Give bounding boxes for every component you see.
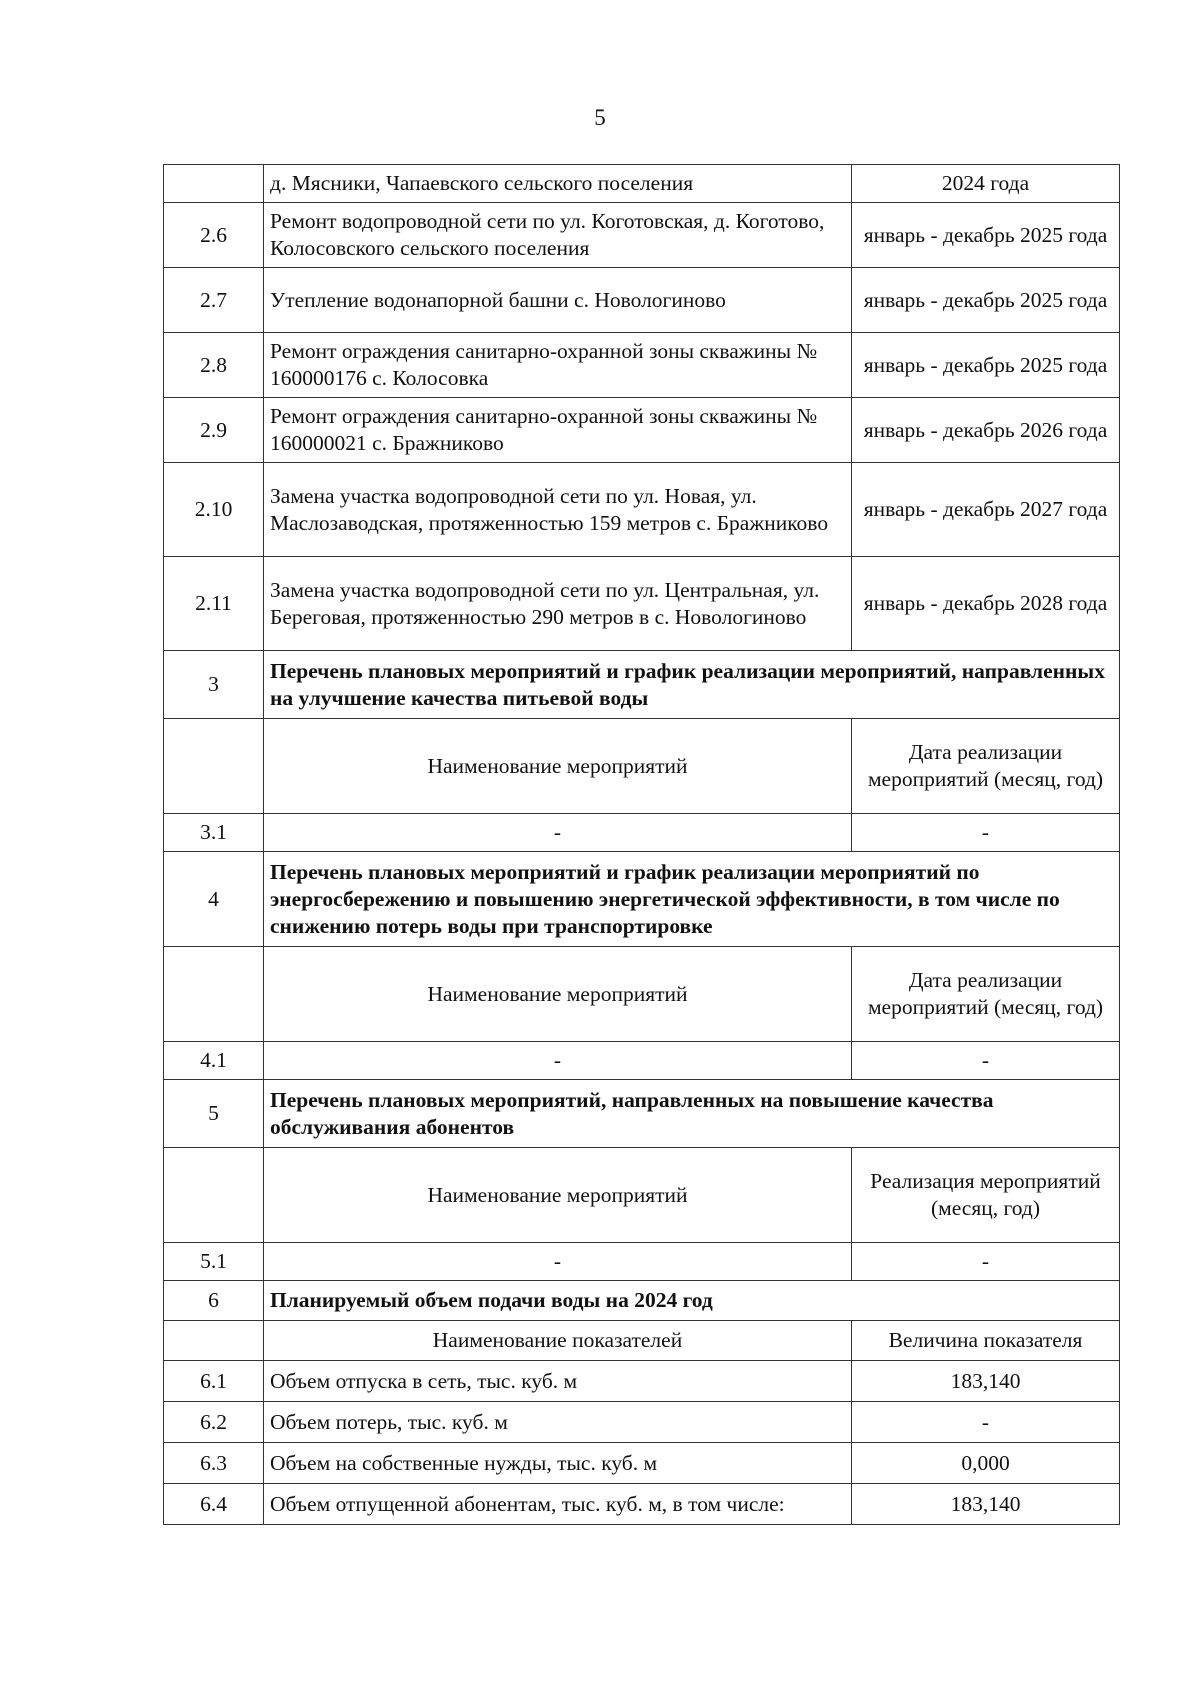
- row-date: январь - декабрь 2025 года: [852, 203, 1120, 268]
- row-name: Объем на собственные нужды, тыс. куб. м: [264, 1443, 852, 1484]
- table-row: [164, 1443, 1120, 1484]
- section-heading-row: [164, 852, 1120, 947]
- plan-table: [163, 164, 1120, 1525]
- section-heading-row: [164, 651, 1120, 719]
- table-row: [164, 165, 1120, 203]
- table-row: [164, 557, 1120, 651]
- section-title: Перечень плановых мероприятий и график реализации мероприятий, направленных на улучшение качества питьевой воды: [264, 651, 1120, 719]
- row-number: [164, 165, 264, 203]
- row-number: 2.7: [164, 268, 264, 333]
- row-name: Ремонт ограждения санитарно-охранной зоны скважины № 160000176 с. Колосовка: [264, 333, 852, 398]
- column-header-row: [164, 947, 1120, 1042]
- table-row: [164, 398, 1120, 463]
- column-header-row: [164, 719, 1120, 814]
- row-value: 0,000: [852, 1443, 1120, 1484]
- row-date: январь - декабрь 2025 года: [852, 268, 1120, 333]
- row-name: Замена участка водопроводной сети по ул. Новая, ул. Маслозаводская, протяженностью 159 метров с. Бражниково: [264, 463, 852, 557]
- row-name: -: [264, 1243, 852, 1281]
- row-number: 2.11: [164, 557, 264, 651]
- section-number: 5: [164, 1080, 264, 1148]
- column-header-date: Дата реализации мероприятий (месяц, год): [852, 947, 1120, 1042]
- section-number: 4: [164, 852, 264, 947]
- empty-cell: [164, 1148, 264, 1243]
- row-number: 6.2: [164, 1402, 264, 1443]
- section-heading-row: [164, 1080, 1120, 1148]
- row-date: -: [852, 1042, 1120, 1080]
- empty-cell: [164, 947, 264, 1042]
- section-title: Планируемый объем подачи воды на 2024 год: [264, 1281, 1120, 1321]
- row-date: -: [852, 1243, 1120, 1281]
- section-number: 6: [164, 1281, 264, 1321]
- row-number: 2.9: [164, 398, 264, 463]
- table-row: [164, 1243, 1120, 1281]
- row-number: 6.1: [164, 1361, 264, 1402]
- row-date: январь - декабрь 2028 года: [852, 557, 1120, 651]
- row-date: январь - декабрь 2025 года: [852, 333, 1120, 398]
- table-row: [164, 1402, 1120, 1443]
- row-number: 2.6: [164, 203, 264, 268]
- row-number: 4.1: [164, 1042, 264, 1080]
- row-value: 183,140: [852, 1484, 1120, 1525]
- empty-cell: [164, 1321, 264, 1361]
- row-date: январь - декабрь 2026 года: [852, 398, 1120, 463]
- row-name: д. Мясники, Чапаевского сельского поселения: [264, 165, 852, 203]
- row-number: 6.4: [164, 1484, 264, 1525]
- column-header-row: [164, 1321, 1120, 1361]
- row-name: -: [264, 1042, 852, 1080]
- table-row: [164, 268, 1120, 333]
- column-header-name: Наименование мероприятий: [264, 947, 852, 1042]
- section-number: 3: [164, 651, 264, 719]
- table-row: [164, 463, 1120, 557]
- column-header-date: Реализация мероприятий (месяц, год): [852, 1148, 1120, 1243]
- row-name: Объем отпуска в сеть, тыс. куб. м: [264, 1361, 852, 1402]
- row-value: -: [852, 1402, 1120, 1443]
- row-name: Замена участка водопроводной сети по ул. Центральная, ул. Береговая, протяженностью 290 метров в с. Новологиново: [264, 557, 852, 651]
- table-row: [164, 1042, 1120, 1080]
- row-number: 5.1: [164, 1243, 264, 1281]
- table-row: [164, 1484, 1120, 1525]
- row-number: 2.8: [164, 333, 264, 398]
- row-name: Ремонт ограждения санитарно-охранной зоны скважины № 160000021 с. Бражниково: [264, 398, 852, 463]
- table-row: [164, 814, 1120, 852]
- table-row: [164, 1361, 1120, 1402]
- row-date: -: [852, 814, 1120, 852]
- section-heading-row: [164, 1281, 1120, 1321]
- row-name: Ремонт водопроводной сети по ул. Коготовская, д. Коготово, Колосовского сельского поселения: [264, 203, 852, 268]
- column-header-name: Наименование мероприятий: [264, 1148, 852, 1243]
- row-date: январь - декабрь 2027 года: [852, 463, 1120, 557]
- row-date: 2024 года: [852, 165, 1120, 203]
- table-row: [164, 333, 1120, 398]
- section-title: Перечень плановых мероприятий и график реализации мероприятий по энергосбережению и повышению энергетической эффективности, в том числе по снижению потерь воды при транспортировке: [264, 852, 1120, 947]
- column-header-date: Дата реализации мероприятий (месяц, год): [852, 719, 1120, 814]
- row-name: -: [264, 814, 852, 852]
- section-title: Перечень плановых мероприятий, направленных на повышение качества обслуживания абонентов: [264, 1080, 1120, 1148]
- column-header-row: [164, 1148, 1120, 1243]
- row-number: 3.1: [164, 814, 264, 852]
- row-name: Утепление водонапорной башни с. Новологиново: [264, 268, 852, 333]
- row-name: Объем отпущенной абонентам, тыс. куб. м, в том числе:: [264, 1484, 852, 1525]
- column-header-name: Наименование показателей: [264, 1321, 852, 1361]
- row-name: Объем потерь, тыс. куб. м: [264, 1402, 852, 1443]
- empty-cell: [164, 719, 264, 814]
- column-header-name: Наименование мероприятий: [264, 719, 852, 814]
- row-value: 183,140: [852, 1361, 1120, 1402]
- row-number: 2.10: [164, 463, 264, 557]
- table-row: [164, 203, 1120, 268]
- row-number: 6.3: [164, 1443, 264, 1484]
- column-header-value: Величина показателя: [852, 1321, 1120, 1361]
- page-number: 5: [594, 105, 606, 130]
